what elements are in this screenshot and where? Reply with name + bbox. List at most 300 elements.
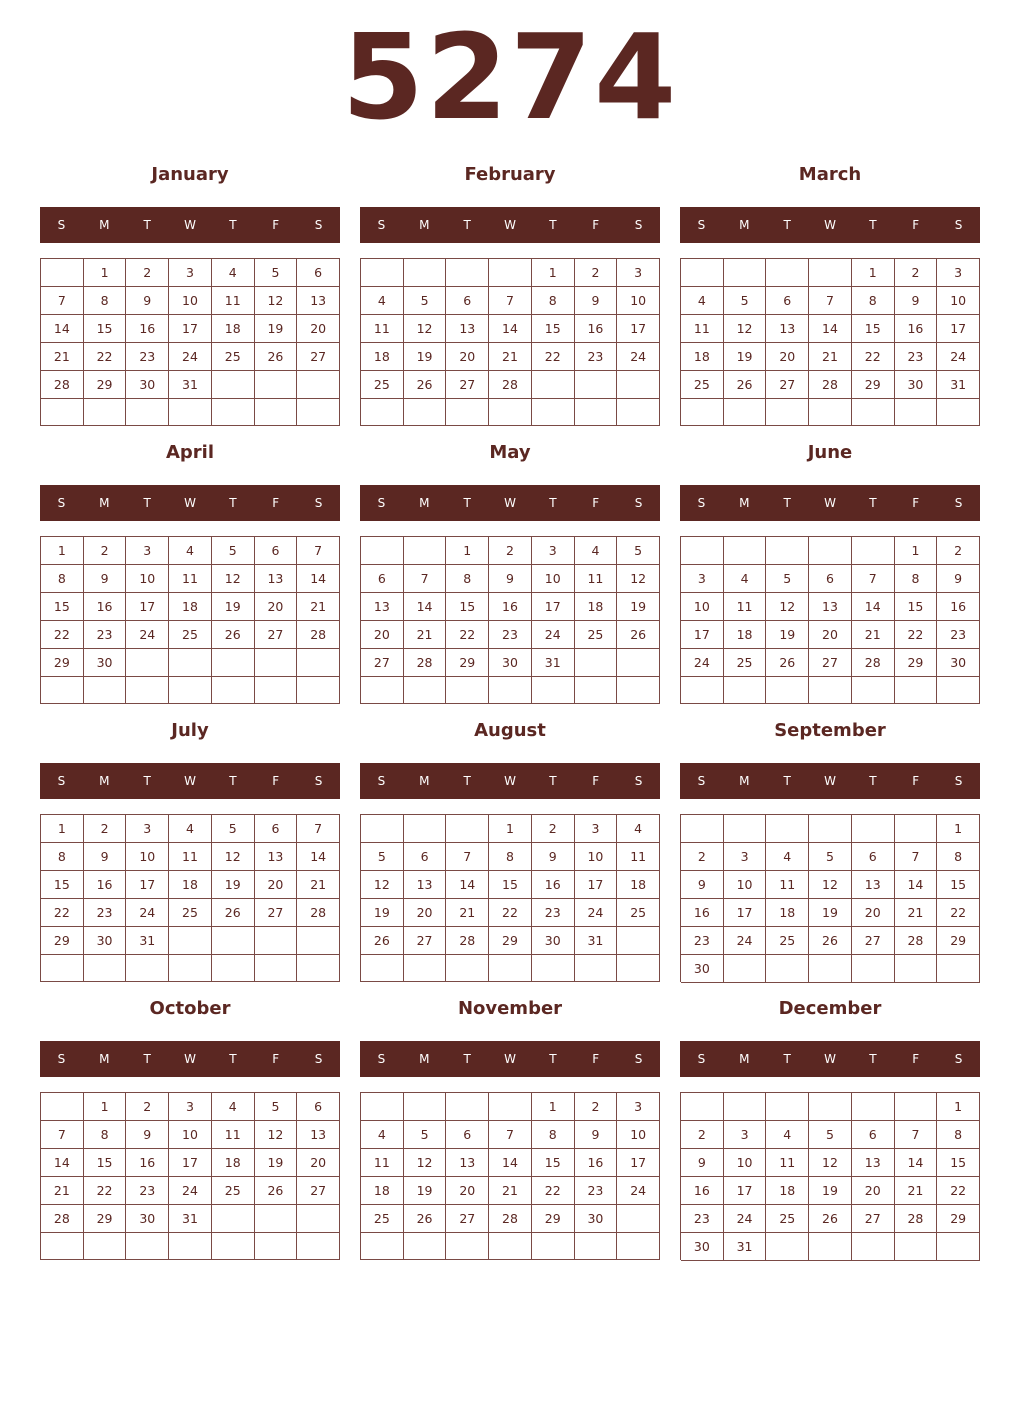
empty-day-cell: [255, 649, 298, 677]
empty-day-cell: [809, 815, 852, 843]
empty-day-cell: [766, 259, 809, 287]
day-cell: 2: [681, 1121, 724, 1149]
day-cell: 10: [681, 593, 724, 621]
day-cell: 9: [489, 565, 532, 593]
empty-day-cell: [766, 677, 809, 704]
day-cell: 28: [404, 649, 447, 677]
day-cell: 11: [212, 287, 255, 315]
day-cell: 19: [766, 621, 809, 649]
weekday-label: S: [697, 774, 706, 788]
day-cell: 5: [212, 537, 255, 565]
weekday-label: S: [377, 774, 386, 788]
day-cell: 29: [489, 927, 532, 955]
month-name: September: [774, 720, 886, 741]
day-grid: [40, 536, 340, 704]
day-cell: 13: [852, 871, 895, 899]
empty-day-cell: [809, 1233, 852, 1261]
day-cell: 21: [41, 343, 84, 371]
day-cell: 2: [895, 259, 938, 287]
weekday-label: T: [783, 218, 791, 232]
day-cell: 17: [575, 871, 618, 899]
weekday-label: S: [57, 774, 66, 788]
day-cell: 9: [937, 565, 980, 593]
day-cell: 1: [41, 815, 84, 843]
day-grid: [360, 536, 660, 704]
weekday-label: S: [377, 1052, 386, 1066]
weekday-label: S: [634, 774, 643, 788]
day-cell: 21: [809, 343, 852, 371]
empty-day-cell: [361, 259, 404, 287]
day-cell: 7: [446, 843, 489, 871]
weekday-label: S: [377, 218, 386, 232]
empty-day-cell: [852, 815, 895, 843]
weekday-label: T: [549, 774, 557, 788]
weekday-header: [40, 763, 340, 799]
empty-day-cell: [297, 649, 340, 677]
empty-day-cell: [489, 399, 532, 426]
day-cell: 13: [766, 315, 809, 343]
day-cell: 14: [895, 1149, 938, 1177]
empty-day-cell: [404, 815, 447, 843]
empty-day-cell: [41, 955, 84, 982]
day-cell: 5: [404, 1121, 447, 1149]
weekday-label: M: [99, 1052, 110, 1066]
weekday-label: T: [143, 1052, 151, 1066]
day-cell: 8: [84, 1121, 127, 1149]
day-cell: 6: [852, 843, 895, 871]
day-cell: 15: [895, 593, 938, 621]
empty-day-cell: [895, 1233, 938, 1261]
day-cell: 15: [532, 315, 575, 343]
day-cell: 8: [895, 565, 938, 593]
day-cell: 11: [169, 843, 212, 871]
day-cell: 11: [361, 1149, 404, 1177]
empty-day-cell: [532, 371, 575, 399]
empty-day-cell: [361, 399, 404, 426]
day-cell: 21: [852, 621, 895, 649]
day-cell: 13: [297, 1121, 340, 1149]
day-cell: 11: [169, 565, 212, 593]
weekday-label: W: [824, 218, 836, 232]
day-cell: 20: [446, 1177, 489, 1205]
day-cell: 14: [852, 593, 895, 621]
day-cell: 19: [809, 1177, 852, 1205]
day-cell: 3: [617, 259, 660, 287]
day-cell: 26: [361, 927, 404, 955]
day-cell: 18: [361, 343, 404, 371]
day-cell: 21: [489, 1177, 532, 1205]
day-cell: 15: [84, 1149, 127, 1177]
day-cell: 7: [297, 815, 340, 843]
day-cell: 20: [446, 343, 489, 371]
day-cell: 26: [724, 371, 767, 399]
day-cell: 3: [532, 537, 575, 565]
day-cell: 30: [489, 649, 532, 677]
day-cell: 11: [575, 565, 618, 593]
day-cell: 22: [446, 621, 489, 649]
empty-day-cell: [766, 815, 809, 843]
day-cell: 2: [681, 843, 724, 871]
day-cell: 11: [361, 315, 404, 343]
weekday-label: T: [549, 1052, 557, 1066]
month-name: October: [149, 998, 231, 1019]
weekday-label: M: [419, 1052, 430, 1066]
day-cell: 30: [126, 371, 169, 399]
day-cell: 29: [84, 371, 127, 399]
empty-day-cell: [41, 1233, 84, 1260]
day-cell: 27: [404, 927, 447, 955]
month-name: April: [165, 442, 215, 463]
day-cell: 27: [361, 649, 404, 677]
empty-day-cell: [617, 1233, 660, 1260]
weekday-label: M: [739, 1052, 750, 1066]
empty-day-cell: [489, 955, 532, 982]
empty-day-cell: [446, 259, 489, 287]
day-cell: 23: [532, 899, 575, 927]
weekday-label: W: [184, 218, 196, 232]
day-cell: 27: [852, 927, 895, 955]
month-august: [360, 716, 660, 984]
day-cell: 19: [809, 899, 852, 927]
day-cell: 12: [255, 287, 298, 315]
month-april: [40, 438, 340, 706]
day-cell: 17: [937, 315, 980, 343]
day-cell: 13: [852, 1149, 895, 1177]
day-cell: 23: [84, 899, 127, 927]
weekday-label: F: [912, 1052, 920, 1066]
month-name: March: [798, 164, 862, 185]
empty-day-cell: [617, 649, 660, 677]
day-cell: 21: [297, 871, 340, 899]
day-cell: 13: [446, 1149, 489, 1177]
day-cell: 26: [809, 1205, 852, 1233]
weekday-label: F: [592, 496, 600, 510]
weekday-label: W: [504, 1052, 516, 1066]
day-cell: 9: [126, 1121, 169, 1149]
weekday-label: T: [549, 496, 557, 510]
empty-day-cell: [255, 399, 298, 426]
day-cell: 22: [489, 899, 532, 927]
day-cell: 7: [297, 537, 340, 565]
day-cell: 8: [937, 1121, 980, 1149]
empty-day-cell: [724, 1093, 767, 1121]
day-cell: 24: [126, 621, 169, 649]
day-cell: 20: [404, 899, 447, 927]
day-cell: 3: [724, 843, 767, 871]
weekday-label: W: [824, 774, 836, 788]
day-cell: 18: [212, 1149, 255, 1177]
day-cell: 24: [724, 1205, 767, 1233]
day-cell: 16: [532, 871, 575, 899]
day-cell: 28: [297, 899, 340, 927]
day-cell: 12: [212, 843, 255, 871]
day-cell: 24: [724, 927, 767, 955]
empty-day-cell: [212, 955, 255, 982]
day-cell: 12: [724, 315, 767, 343]
empty-day-cell: [724, 259, 767, 287]
day-cell: 7: [489, 287, 532, 315]
empty-day-cell: [212, 677, 255, 704]
day-cell: 6: [297, 259, 340, 287]
empty-day-cell: [126, 955, 169, 982]
weekday-label: M: [99, 496, 110, 510]
day-grid: [680, 814, 980, 982]
day-cell: 18: [169, 871, 212, 899]
empty-day-cell: [724, 955, 767, 983]
empty-day-cell: [212, 399, 255, 426]
weekday-label: F: [592, 1052, 600, 1066]
day-cell: 12: [809, 871, 852, 899]
empty-day-cell: [361, 955, 404, 982]
day-cell: 6: [766, 287, 809, 315]
day-cell: 27: [297, 1177, 340, 1205]
day-cell: 27: [852, 1205, 895, 1233]
day-cell: 3: [169, 1093, 212, 1121]
empty-day-cell: [41, 399, 84, 426]
weekday-label: S: [954, 496, 963, 510]
empty-day-cell: [617, 955, 660, 982]
empty-day-cell: [852, 955, 895, 983]
empty-day-cell: [617, 927, 660, 955]
day-cell: 23: [575, 343, 618, 371]
day-cell: 30: [937, 649, 980, 677]
month-name: February: [464, 164, 556, 185]
day-cell: 29: [41, 649, 84, 677]
day-cell: 29: [41, 927, 84, 955]
weekday-label: S: [634, 218, 643, 232]
day-cell: 27: [809, 649, 852, 677]
day-cell: 5: [255, 259, 298, 287]
day-cell: 23: [84, 621, 127, 649]
empty-day-cell: [255, 677, 298, 704]
month-name: July: [171, 720, 209, 741]
day-cell: 30: [681, 1233, 724, 1261]
day-cell: 26: [212, 899, 255, 927]
day-cell: 27: [255, 899, 298, 927]
empty-day-cell: [212, 1233, 255, 1260]
day-cell: 9: [84, 565, 127, 593]
day-cell: 3: [617, 1093, 660, 1121]
day-cell: 25: [212, 343, 255, 371]
day-cell: 31: [126, 927, 169, 955]
day-cell: 6: [361, 565, 404, 593]
day-cell: 15: [937, 871, 980, 899]
weekday-label: T: [229, 774, 237, 788]
weekday-label: T: [463, 1052, 471, 1066]
month-name: May: [489, 442, 531, 463]
day-cell: 20: [361, 621, 404, 649]
day-cell: 21: [446, 899, 489, 927]
weekday-label: S: [697, 1052, 706, 1066]
day-cell: 3: [169, 259, 212, 287]
day-cell: 14: [297, 565, 340, 593]
day-cell: 13: [446, 315, 489, 343]
day-cell: 28: [446, 927, 489, 955]
weekday-label: S: [57, 218, 66, 232]
day-cell: 18: [766, 899, 809, 927]
empty-day-cell: [937, 955, 980, 983]
weekday-label: M: [99, 774, 110, 788]
empty-day-cell: [361, 1233, 404, 1260]
day-cell: 29: [532, 1205, 575, 1233]
weekday-header: [360, 485, 660, 521]
weekday-label: W: [504, 496, 516, 510]
empty-day-cell: [766, 537, 809, 565]
day-cell: 4: [681, 287, 724, 315]
day-cell: 11: [617, 843, 660, 871]
month-name: January: [151, 164, 229, 185]
day-cell: 9: [84, 843, 127, 871]
day-cell: 9: [895, 287, 938, 315]
day-cell: 25: [361, 371, 404, 399]
weekday-header: [360, 1041, 660, 1077]
day-cell: 22: [84, 343, 127, 371]
day-cell: 7: [404, 565, 447, 593]
day-cell: 24: [617, 1177, 660, 1205]
empty-day-cell: [297, 1233, 340, 1260]
weekday-label: T: [463, 774, 471, 788]
weekday-label: S: [634, 1052, 643, 1066]
day-cell: 12: [617, 565, 660, 593]
day-cell: 2: [126, 259, 169, 287]
empty-day-cell: [681, 259, 724, 287]
day-cell: 13: [404, 871, 447, 899]
weekday-label: F: [912, 496, 920, 510]
empty-day-cell: [895, 815, 938, 843]
day-grid: [40, 1092, 340, 1260]
day-cell: 4: [169, 815, 212, 843]
empty-day-cell: [681, 399, 724, 426]
day-cell: 26: [212, 621, 255, 649]
day-cell: 6: [809, 565, 852, 593]
weekday-label: S: [954, 774, 963, 788]
day-cell: 17: [617, 1149, 660, 1177]
weekday-label: W: [504, 774, 516, 788]
day-cell: 20: [766, 343, 809, 371]
day-cell: 20: [852, 899, 895, 927]
day-cell: 10: [937, 287, 980, 315]
weekday-label: F: [272, 1052, 280, 1066]
day-cell: 19: [404, 1177, 447, 1205]
empty-day-cell: [84, 955, 127, 982]
day-cell: 13: [255, 843, 298, 871]
day-cell: 1: [41, 537, 84, 565]
day-cell: 7: [895, 843, 938, 871]
month-may: [360, 438, 660, 706]
weekday-label: S: [954, 218, 963, 232]
empty-day-cell: [446, 955, 489, 982]
empty-day-cell: [255, 927, 298, 955]
day-cell: 26: [809, 927, 852, 955]
day-cell: 4: [766, 1121, 809, 1149]
day-cell: 16: [84, 871, 127, 899]
empty-day-cell: [126, 1233, 169, 1260]
day-cell: 20: [852, 1177, 895, 1205]
weekday-label: M: [99, 218, 110, 232]
weekday-header: [680, 207, 980, 243]
empty-day-cell: [575, 399, 618, 426]
day-cell: 15: [84, 315, 127, 343]
day-cell: 19: [404, 343, 447, 371]
day-cell: 6: [446, 1121, 489, 1149]
empty-day-cell: [937, 1233, 980, 1261]
day-cell: 5: [724, 287, 767, 315]
day-cell: 18: [212, 315, 255, 343]
day-cell: 3: [126, 537, 169, 565]
day-cell: 31: [724, 1233, 767, 1261]
day-cell: 26: [404, 1205, 447, 1233]
day-cell: 3: [126, 815, 169, 843]
weekday-label: F: [912, 774, 920, 788]
day-cell: 24: [575, 899, 618, 927]
weekday-label: T: [229, 218, 237, 232]
day-cell: 6: [255, 815, 298, 843]
day-grid: [40, 814, 340, 982]
day-cell: 10: [126, 843, 169, 871]
empty-day-cell: [361, 537, 404, 565]
day-cell: 16: [84, 593, 127, 621]
day-cell: 13: [297, 287, 340, 315]
empty-day-cell: [809, 259, 852, 287]
day-cell: 12: [361, 871, 404, 899]
empty-day-cell: [404, 677, 447, 704]
day-cell: 14: [895, 871, 938, 899]
day-cell: 27: [446, 1205, 489, 1233]
weekday-label: M: [419, 496, 430, 510]
day-cell: 13: [809, 593, 852, 621]
weekday-header: [40, 1041, 340, 1077]
day-cell: 29: [937, 927, 980, 955]
empty-day-cell: [169, 1233, 212, 1260]
weekday-label: W: [504, 218, 516, 232]
day-cell: 15: [489, 871, 532, 899]
empty-day-cell: [809, 537, 852, 565]
weekday-label: M: [739, 496, 750, 510]
day-cell: 19: [617, 593, 660, 621]
day-cell: 24: [617, 343, 660, 371]
day-cell: 31: [937, 371, 980, 399]
day-cell: 9: [532, 843, 575, 871]
day-cell: 22: [41, 621, 84, 649]
empty-day-cell: [169, 677, 212, 704]
day-cell: 25: [169, 621, 212, 649]
day-cell: 16: [681, 899, 724, 927]
day-cell: 25: [724, 649, 767, 677]
weekday-label: S: [314, 774, 323, 788]
day-cell: 11: [766, 1149, 809, 1177]
weekday-label: T: [869, 1052, 877, 1066]
day-cell: 5: [255, 1093, 298, 1121]
month-march: [680, 160, 980, 428]
day-cell: 7: [895, 1121, 938, 1149]
empty-day-cell: [681, 677, 724, 704]
month-name: November: [457, 998, 563, 1019]
day-cell: 5: [404, 287, 447, 315]
empty-day-cell: [895, 399, 938, 426]
day-cell: 1: [532, 1093, 575, 1121]
day-cell: 29: [84, 1205, 127, 1233]
day-cell: 30: [84, 649, 127, 677]
day-cell: 10: [617, 287, 660, 315]
day-cell: 9: [575, 1121, 618, 1149]
day-cell: 10: [724, 871, 767, 899]
empty-day-cell: [169, 927, 212, 955]
weekday-label: W: [824, 1052, 836, 1066]
day-cell: 25: [575, 621, 618, 649]
day-cell: 19: [255, 1149, 298, 1177]
empty-day-cell: [446, 815, 489, 843]
day-cell: 8: [852, 287, 895, 315]
